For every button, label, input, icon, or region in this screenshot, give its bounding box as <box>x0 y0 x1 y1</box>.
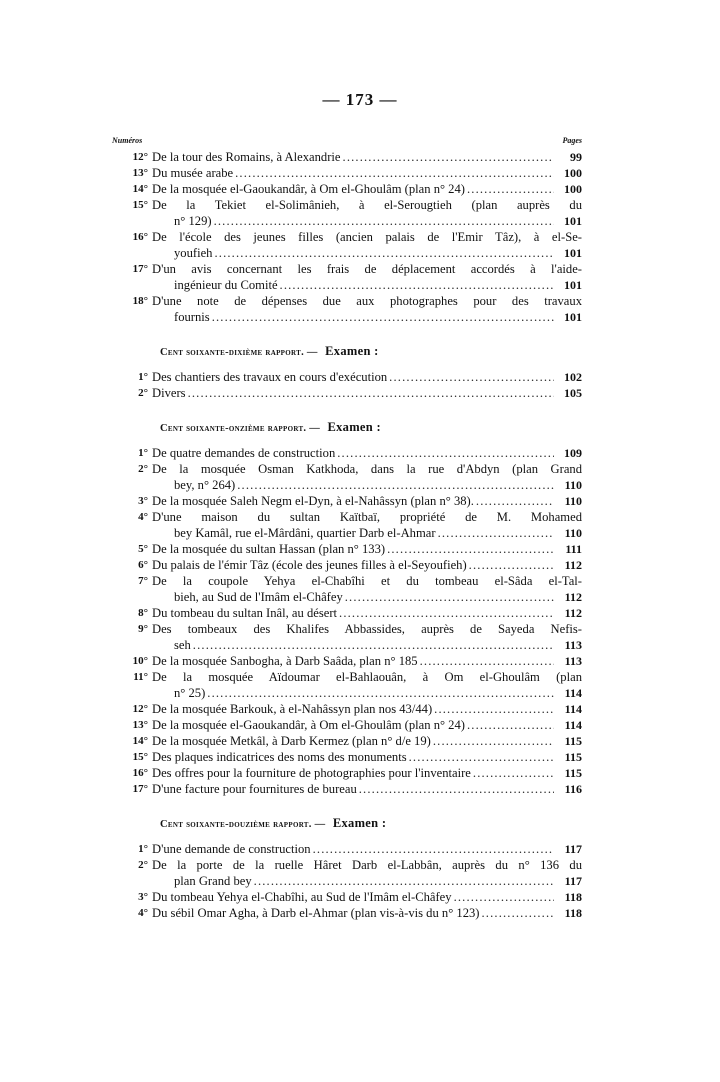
dot-leader <box>434 701 554 717</box>
toc-entry <box>112 197 582 229</box>
entry-body <box>152 889 582 905</box>
entry-text: bey, n° 264) <box>174 478 236 492</box>
dot-leader <box>193 637 554 653</box>
entry-body <box>152 181 582 197</box>
toc-entry <box>112 621 582 653</box>
dot-leader <box>313 841 554 857</box>
table-of-contents <box>112 135 582 921</box>
dot-leader <box>482 905 555 921</box>
section-heading <box>160 815 582 833</box>
entry-text: Du tombeau Yehya el-Chabîhi, au Sud de l'Imâm el-Châfey <box>152 890 452 904</box>
entry-body <box>152 369 582 385</box>
entry-body <box>152 653 582 669</box>
toc-entry <box>112 445 582 461</box>
entry-text: De la mosquée Metkâl, à Darb Kermez (plan n° d/e 19) <box>152 734 431 748</box>
entry-body <box>152 621 582 653</box>
entry-text: D'une facture pour fournitures de bureau <box>152 782 357 796</box>
entry-line <box>152 653 582 669</box>
entry-text: De quatre demandes de construction <box>152 446 336 460</box>
entry-line <box>152 765 582 781</box>
entry-number: 7° <box>138 575 148 587</box>
entry-number: 3° <box>138 891 148 903</box>
entry-page: 118 <box>564 890 582 904</box>
toc-entry <box>112 749 582 765</box>
entry-page: 111 <box>565 542 582 556</box>
dot-leader <box>280 277 554 293</box>
toc-entry <box>112 493 582 509</box>
dot-leader <box>389 369 554 385</box>
entry-body <box>152 749 582 765</box>
toc-entry <box>112 229 582 261</box>
dot-leader <box>254 873 554 889</box>
dot-leader <box>359 781 554 797</box>
toc-entry <box>112 165 582 181</box>
entry-body <box>152 541 582 557</box>
entry-page: 100 <box>564 166 582 180</box>
entry-page: 115 <box>564 750 582 764</box>
entry-line: D'une maison du sultan Kaïtbaï, propriété de M. Mohamed <box>152 510 582 524</box>
dot-leader <box>188 385 554 401</box>
entry-line <box>152 733 582 749</box>
entry-number: 11° <box>133 671 148 683</box>
dot-leader <box>345 589 554 605</box>
entry-line <box>152 525 582 541</box>
dot-leader <box>337 445 554 461</box>
entry-text: Des plaques indicatrices des noms des monuments <box>152 750 407 764</box>
entry-number: 15° <box>132 751 148 763</box>
entry-text: De la tour des Romains, à Alexandrie <box>152 150 341 164</box>
entry-number: 13° <box>132 719 148 731</box>
entry-body <box>152 781 582 797</box>
toc-entry <box>112 149 582 165</box>
entry-number: 5° <box>138 543 148 555</box>
entry-line <box>152 493 582 509</box>
page-number: — 173 — <box>322 90 398 109</box>
entry-text: bieh, au Sud de l'Imâm el-Châfey <box>174 590 343 604</box>
entry-line <box>152 685 582 701</box>
entry-number: 17° <box>132 263 148 275</box>
entry-page: 101 <box>564 214 582 228</box>
entry-number: 1° <box>138 447 148 459</box>
report-section <box>112 419 582 797</box>
toc-entry <box>112 733 582 749</box>
dot-leader <box>339 605 554 621</box>
entry-line <box>152 181 582 197</box>
entry-page: 99 <box>570 150 582 164</box>
section-heading-examen: Examen : <box>324 420 381 434</box>
entry-number: 14° <box>132 735 148 747</box>
entry-body <box>152 717 582 733</box>
entry-text: De la mosquée du sultan Hassan (plan n° 133) <box>152 542 386 556</box>
entry-text: Du palais de l'émir Tâz (école des jeunes filles à el-Seyoufieh) <box>152 558 467 572</box>
dot-leader <box>235 165 554 181</box>
dot-leader <box>433 733 554 749</box>
entry-number: 13° <box>132 167 148 179</box>
entry-text: youfieh <box>174 246 213 260</box>
entry-body <box>152 557 582 573</box>
dot-leader <box>212 309 554 325</box>
entry-page: 110 <box>564 526 582 540</box>
dot-leader <box>237 477 554 493</box>
numeros-header: Numéros <box>112 136 143 145</box>
dot-leader <box>467 717 554 733</box>
entry-page: 112 <box>564 558 582 572</box>
dot-leader <box>467 181 554 197</box>
toc-entry <box>112 541 582 557</box>
entry-line <box>152 605 582 621</box>
toc-entry <box>112 573 582 605</box>
entry-line: De l'école des jeunes filles (ancien palais de l'Emir Tâz), à el-Se- <box>152 230 582 244</box>
toc-entry <box>112 765 582 781</box>
entry-line: De la coupole Yehya el-Chabîhi et du tombeau el-Sâda el-Tal- <box>152 574 582 588</box>
section-heading-examen: Examen : <box>321 344 379 358</box>
dot-leader <box>469 557 554 573</box>
entry-number: 2° <box>138 387 148 399</box>
entry-number: 10° <box>132 655 148 667</box>
section-heading-title: Cent soixante-dixième rapport. — <box>160 347 318 358</box>
entry-number: 17° <box>132 783 148 795</box>
toc-entry <box>112 717 582 733</box>
entry-page: 110 <box>564 494 582 508</box>
entry-number: 14° <box>132 183 148 195</box>
entry-text: De la mosquée Sanbogha, à Darb Saâda, plan n° 185 <box>152 654 418 668</box>
entry-number: 18° <box>132 295 148 307</box>
entry-line <box>152 369 582 385</box>
entry-number: 15° <box>132 199 148 211</box>
dot-leader <box>454 889 554 905</box>
section-heading-title: Cent soixante-douzième rapport. — <box>160 819 326 830</box>
entry-number: 1° <box>138 843 148 855</box>
toc-entry <box>112 669 582 701</box>
entry-body <box>152 605 582 621</box>
dot-leader <box>214 245 554 261</box>
toc-entry <box>112 461 582 493</box>
toc-entry <box>112 557 582 573</box>
entry-line: De la porte de la ruelle Hâret Darb el-Labbân, auprès du n° 136 du <box>152 858 582 872</box>
entry-page: 116 <box>564 782 582 796</box>
dot-leader <box>476 493 554 509</box>
entry-text: fournis <box>174 310 210 324</box>
entry-page: 112 <box>564 590 582 604</box>
entry-body <box>152 197 582 229</box>
entry-body <box>152 669 582 701</box>
entry-page: 101 <box>564 278 582 292</box>
section-heading-title: Cent soixante-onzième rapport. — <box>160 423 321 434</box>
toc-entry <box>112 857 582 889</box>
entry-page: 115 <box>564 766 582 780</box>
entry-line <box>152 245 582 261</box>
dot-leader <box>214 213 554 229</box>
entry-number: 6° <box>138 559 148 571</box>
entry-body <box>152 857 582 889</box>
entry-line <box>152 841 582 857</box>
entry-body <box>152 445 582 461</box>
entry-body <box>152 293 582 325</box>
toc-entry <box>112 293 582 325</box>
entry-text: Des chantiers des travaux en cours d'exécution <box>152 370 388 384</box>
entry-text: bey Kamâl, rue el-Mârdâni, quartier Darb el-Ahmar <box>174 526 436 540</box>
entry-body <box>152 261 582 293</box>
dot-leader <box>387 541 554 557</box>
entry-body <box>152 509 582 541</box>
toc-entry <box>112 889 582 905</box>
pages-header: Pages <box>562 136 582 145</box>
entry-line <box>152 445 582 461</box>
entry-page: 117 <box>564 842 582 856</box>
report-section <box>112 343 582 401</box>
entry-text: seh <box>174 638 191 652</box>
entry-line <box>152 589 582 605</box>
entry-line <box>152 701 582 717</box>
entry-number: 3° <box>138 495 148 507</box>
entry-line <box>152 905 582 921</box>
entry-page: 101 <box>564 246 582 260</box>
entry-page: 105 <box>564 386 582 400</box>
toc-entry <box>112 261 582 293</box>
entry-number: 16° <box>132 231 148 243</box>
entry-page: 102 <box>564 370 582 384</box>
entry-text: De la mosquée el-Gaoukandâr, à Om el-Ghoulâm (plan n° 24) <box>152 718 465 732</box>
dot-leader <box>473 765 554 781</box>
dot-leader <box>420 653 554 669</box>
entry-body <box>152 165 582 181</box>
entry-text: Divers <box>152 386 186 400</box>
toc-entry <box>112 369 582 385</box>
entry-text: Du musée arabe <box>152 166 234 180</box>
entry-line <box>152 213 582 229</box>
entry-line <box>152 541 582 557</box>
toc-entry <box>112 701 582 717</box>
entry-number: 16° <box>132 767 148 779</box>
entry-page: 114 <box>564 718 582 732</box>
entry-line <box>152 557 582 573</box>
toc-entry <box>112 841 582 857</box>
section-heading <box>160 343 582 361</box>
entry-number: 9° <box>138 623 148 635</box>
entry-page: 100 <box>564 182 582 196</box>
entry-text: De la mosquée Barkouk, à el-Nahâssyn plan nos 43/44) <box>152 702 433 716</box>
dot-leader <box>409 749 554 765</box>
entry-page: 101 <box>564 310 582 324</box>
entry-line: D'un avis concernant les frais de déplacement accordés à l'aide- <box>152 262 582 276</box>
entry-body <box>152 493 582 509</box>
entry-body <box>152 385 582 401</box>
entry-line <box>152 637 582 653</box>
entry-body <box>152 229 582 261</box>
entry-number: 8° <box>138 607 148 619</box>
entry-number: 4° <box>138 511 148 523</box>
entry-line <box>152 149 582 165</box>
entry-text: De la mosquée el-Gaoukandâr, à Om el-Ghoulâm (plan n° 24) <box>152 182 465 196</box>
toc-entry <box>112 653 582 669</box>
toc-entry <box>112 385 582 401</box>
entry-page: 113 <box>564 638 582 652</box>
entry-number: 2° <box>138 463 148 475</box>
entry-line <box>152 277 582 293</box>
report-section <box>112 815 582 921</box>
entry-text: De la mosquée Saleh Negm el-Dyn, à el-Nahâssyn (plan n° 38). <box>152 494 474 508</box>
entry-body <box>152 149 582 165</box>
entry-body <box>152 765 582 781</box>
entry-text: D'une demande de construction <box>152 842 311 856</box>
entry-page: 115 <box>564 734 582 748</box>
entry-line <box>152 749 582 765</box>
dot-leader <box>343 149 554 165</box>
entry-number: 4° <box>138 907 148 919</box>
entry-text: Des offres pour la fourniture de photographies pour l'inventaire <box>152 766 471 780</box>
entry-line <box>152 717 582 733</box>
entry-page: 114 <box>564 702 582 716</box>
entry-body <box>152 701 582 717</box>
toc-entry <box>112 181 582 197</box>
dot-leader <box>207 685 554 701</box>
toc-entry <box>112 509 582 541</box>
entry-number: 12° <box>132 151 148 163</box>
entry-page: 110 <box>564 478 582 492</box>
entry-number: 1° <box>138 371 148 383</box>
entry-text: plan Grand bey <box>174 874 252 888</box>
section-heading <box>160 419 582 437</box>
toc-entry <box>112 905 582 921</box>
entry-text: Du sébil Omar Agha, à Darb el-Ahmar (plan vis-à-vis du n° 123) <box>152 906 480 920</box>
column-headers <box>112 135 582 149</box>
entry-text: n° 25) <box>174 686 206 700</box>
entry-body <box>152 733 582 749</box>
entry-text: Du tombeau du sultan Inâl, au désert <box>152 606 338 620</box>
entry-line: Des tombeaux des Khalifes Abbassides, auprès de Sayeda Nefis- <box>152 622 582 636</box>
entry-body <box>152 841 582 857</box>
entry-body <box>152 905 582 921</box>
entry-text: ingénieur du Comité <box>174 278 278 292</box>
entry-number: 12° <box>132 703 148 715</box>
entry-line <box>152 309 582 325</box>
entry-page: 113 <box>564 654 582 668</box>
entry-number: 2° <box>138 859 148 871</box>
entry-line <box>152 477 582 493</box>
entry-line: De la mosquée Aïdoumar el-Bahlaouân, à Om el-Ghoulâm (plan <box>152 670 582 684</box>
section-heading-examen: Examen : <box>329 816 387 830</box>
entry-text: n° 129) <box>174 214 212 228</box>
entry-line <box>152 889 582 905</box>
entry-page: 118 <box>564 906 582 920</box>
dot-leader <box>438 525 554 541</box>
toc-entry <box>112 781 582 797</box>
entry-line <box>152 165 582 181</box>
entry-page: 117 <box>564 874 582 888</box>
entry-body <box>152 573 582 605</box>
toc-entry <box>112 605 582 621</box>
entry-line <box>152 385 582 401</box>
entry-page: 109 <box>564 446 582 460</box>
report-section <box>112 149 582 325</box>
entry-line <box>152 873 582 889</box>
entry-page: 114 <box>564 686 582 700</box>
entry-line <box>152 781 582 797</box>
entry-line: De la Tekiet el-Solimânieh, à el-Serougtieh (plan auprès du <box>152 198 582 212</box>
entry-body <box>152 461 582 493</box>
entry-line: De la mosquée Osman Katkhoda, dans la rue d'Abdyn (plan Grand <box>152 462 582 476</box>
entry-page: 112 <box>564 606 582 620</box>
entry-line: D'une note de dépenses due aux photographes pour des travaux <box>152 294 582 308</box>
sections <box>112 149 582 921</box>
